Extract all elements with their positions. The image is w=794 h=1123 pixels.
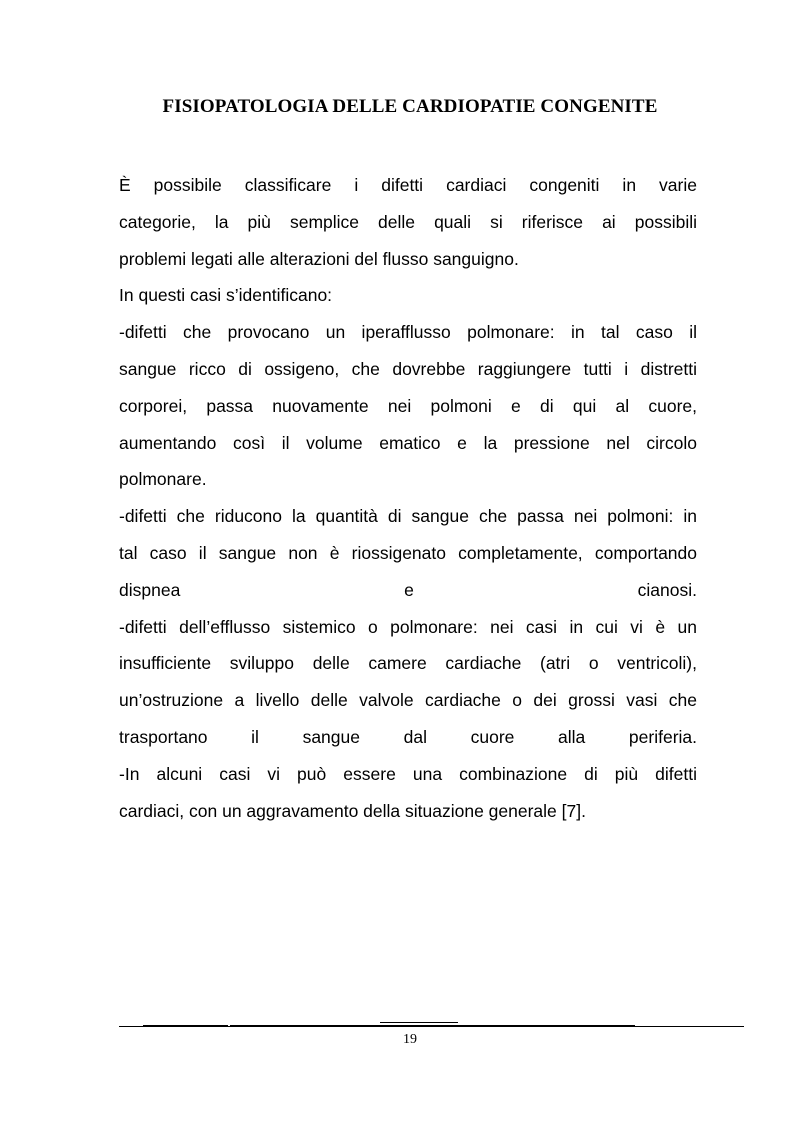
body-line-12: dispnea e cianosi. (119, 579, 697, 600)
body-line-3: problemi legati alle alterazioni del flusso sanguigno. (119, 248, 519, 269)
page-title: FISIOPATOLOGIA DELLE CARDIOPATIE CONGENITE (162, 96, 658, 117)
body-line-2: categorie, la più semplice delle quali si riferisce ai possibili (119, 211, 697, 232)
body-text (119, 167, 697, 829)
body-line-9: polmonare. (119, 469, 207, 490)
footer-rule-thick-left (143, 1025, 228, 1027)
body-line-14: insufficiente sviluppo delle camere cardiache (atri o ventricoli), (119, 653, 697, 674)
page-number: 19 (403, 1032, 417, 1047)
body-line-4: In questi casi s’identificano: (119, 285, 333, 306)
footer-rule-short (380, 1022, 458, 1023)
body-line-16: trasportano il sangue dal cuore alla periferia. (119, 726, 697, 747)
body-line-5: -difetti che provocano un iperafflusso polmonare: in tal caso il (119, 322, 697, 343)
body-line-6: sangue ricco di ossigeno, che dovrebbe raggiungere tutti i distretti (119, 358, 697, 379)
body-line-11: tal caso il sangue non è riossigenato completamente, comportando (119, 542, 697, 563)
body-line-15: un’ostruzione a livello delle valvole cardiache o dei grossi vasi che (119, 690, 697, 711)
body-line-7: corporei, passa nuovamente nei polmoni e di qui al cuore, (119, 395, 697, 416)
body-line-13: -difetti dell’efflusso sistemico o polmonare: nei casi in cui vi è un (119, 616, 697, 637)
body-line-1: È possibile classificare i difetti cardiaci congeniti in varie (119, 175, 697, 195)
footer-rule-thick-center (230, 1025, 635, 1027)
body-line-10: -difetti che riducono la quantità di sangue che passa nei polmoni: in (119, 506, 697, 527)
body-line-8: aumentando così il volume ematico e la pressione nel circolo (119, 432, 697, 453)
body-line-18: cardiaci, con un aggravamento della situazione generale [7]. (119, 800, 586, 821)
body-line-17: -In alcuni casi vi può essere una combinazione di più difetti (119, 763, 697, 784)
